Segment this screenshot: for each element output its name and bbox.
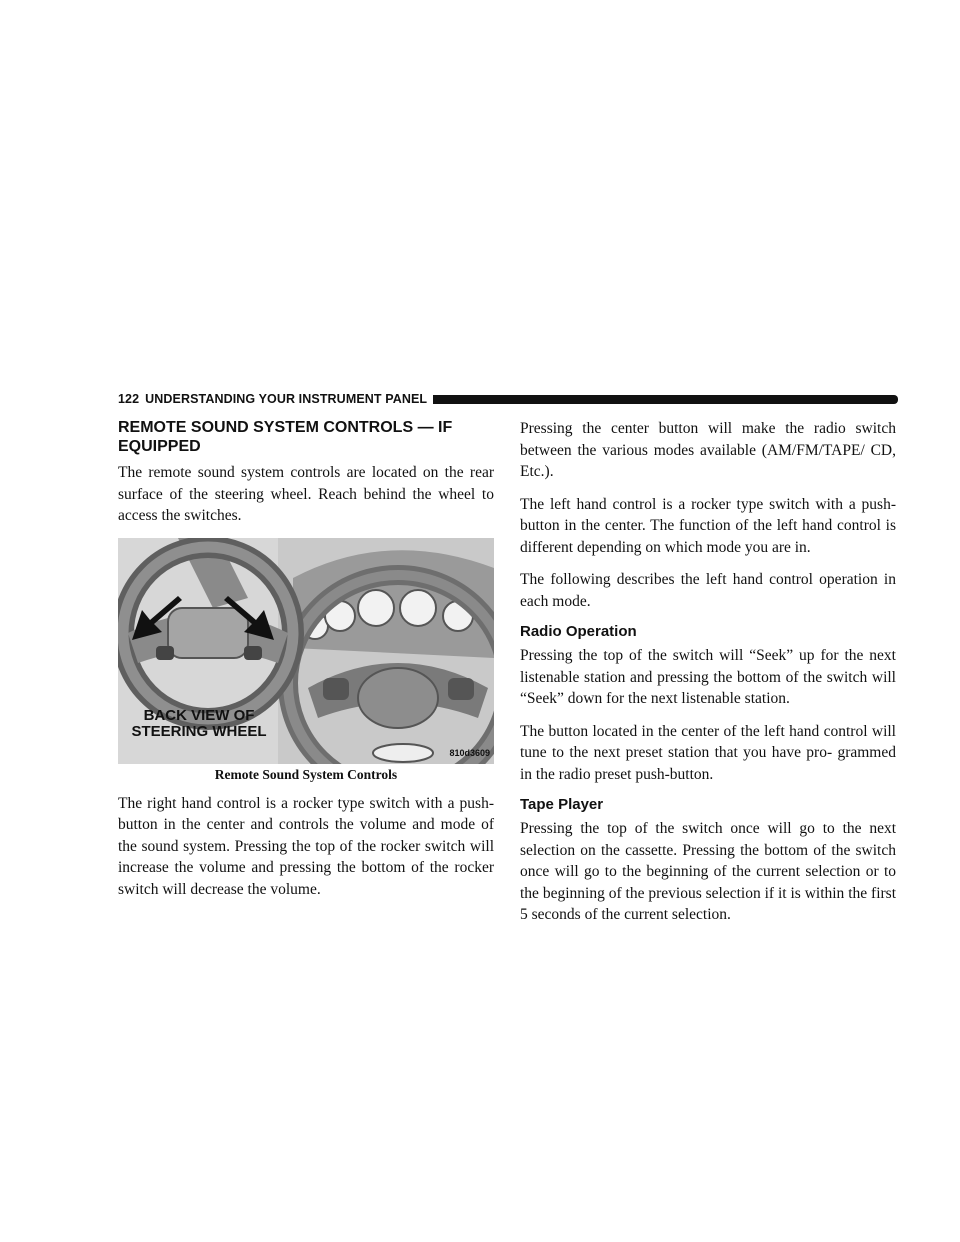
- figure-label: [124, 708, 274, 740]
- page-header: [118, 390, 898, 408]
- section-title: REMOTE SOUND SYSTEM CONTROLS — IF EQUIPPED: [118, 419, 453, 455]
- center-button-paragraph: Pressing the center button will make the radio switch between the various modes available (AM/FM/TAPE/ CD, Etc.).: [520, 420, 896, 480]
- figure-label-line2: STEERING WHEEL: [131, 722, 267, 740]
- tape-paragraph-1: Pressing the top of the switch once will go to the next selection on the cassette. Pressing the bottom of the switch once will go to the beginning of the current selection or to the beginning of the previous selection if it is within the first 5 seconds of the current selection.: [520, 820, 896, 923]
- tape-player-title: Tape Player: [520, 796, 604, 813]
- radio-paragraph-1: Pressing the top of the switch will “Seek” up for the next listenable station and pressing the bottom of the switch will “Seek” down for the next listenable station.: [520, 647, 896, 707]
- radio-operation-title: Radio Operation: [520, 623, 637, 640]
- figure-illustration: [118, 538, 494, 764]
- page-number: 122: [118, 392, 140, 406]
- figure-caption: Remote Sound System Controls: [214, 766, 398, 782]
- left-hand-control-paragraph: The left hand control is a rocker type switch with a push-button in the center. The function of the left hand control is different depending on which mode you are in.: [520, 495, 896, 556]
- steering-wheel-figure: [118, 538, 494, 783]
- left-column: [118, 418, 494, 911]
- following-paragraph: The following describes the left hand control operation in each mode.: [520, 571, 896, 610]
- section-heading: UNDERSTANDING YOUR INSTRUMENT PANEL: [145, 392, 428, 406]
- figure-code: 810d3609: [449, 747, 490, 758]
- intro-paragraph: The remote sound system controls are located on the rear surface of the steering wheel. Reach behind the wheel to access the switches.: [118, 464, 494, 524]
- figure-label-line1: BACK VIEW OF: [143, 706, 255, 724]
- header-bar: [433, 395, 898, 404]
- right-column: [520, 418, 896, 937]
- right-hand-control-paragraph: The right hand control is a rocker type switch with a push-button in the center and controls the volume and mode of the sound system. Pressing the top of the rocker switch will increase the volume and pressing the bottom of the rocker switch will decrease the volume.: [118, 794, 494, 898]
- radio-paragraph-2: The button located in the center of the left hand control will tune to the next preset station that you have pro- grammed in the radio preset push-button.: [520, 722, 896, 783]
